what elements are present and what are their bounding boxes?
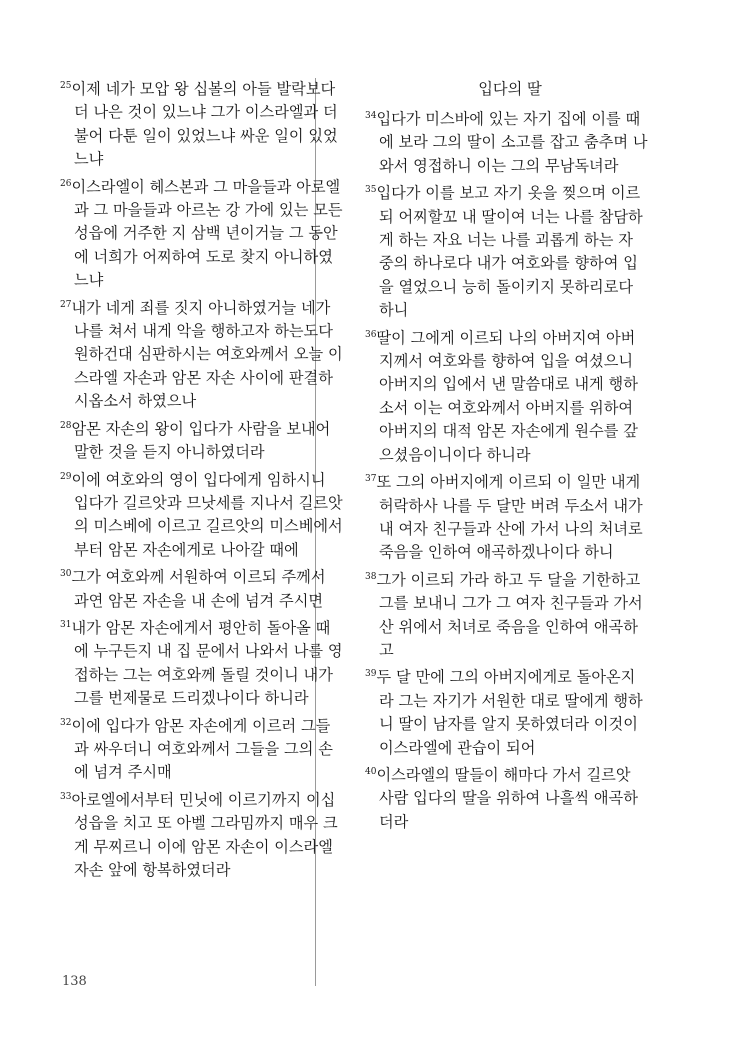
verse-line — [60, 222, 350, 245]
verse-text: 이에 입다가 암몬 자손에게 이르러 그들 — [71, 716, 331, 735]
verse-number: 25 — [60, 80, 72, 91]
verse-text: 자손 앞에 항복하였더라 — [74, 861, 231, 879]
verse — [365, 327, 655, 467]
verse-text: 이스라엘이 헤스본과 그 마을들과 아로엘 — [71, 177, 341, 196]
verse-text: 니 딸이 남자를 알지 못하였더라 이것이 — [379, 715, 638, 734]
verse-number: 29 — [60, 471, 72, 482]
verse-text: 죽음을 인하여 애곡하겠나이다 하니 — [379, 543, 614, 562]
verse-line — [365, 229, 655, 252]
verse-line — [60, 246, 350, 269]
verse-line — [60, 617, 350, 640]
verse-line — [365, 811, 655, 834]
verse-text: 시옵소서 하였으나 — [74, 392, 197, 411]
verse-line — [365, 299, 655, 322]
verse — [60, 418, 350, 465]
verse-line — [60, 78, 350, 101]
verse-text: 지께서 여호와를 향하여 입을 여셨으니 — [379, 352, 634, 371]
verse-number: 33 — [60, 791, 72, 802]
verse — [365, 666, 655, 760]
verse — [60, 176, 350, 293]
verse-text: 그를 번제물로 드리겠나이다 하니라 — [74, 689, 309, 708]
verse-line — [365, 155, 655, 178]
verse-line — [365, 131, 655, 154]
verse-text: 또 그의 아버지에게 이르되 이 일만 내게 — [376, 473, 641, 492]
verse-line — [365, 592, 655, 615]
verse — [60, 715, 350, 785]
verse-text: 으셨음이니이다 하니라 — [379, 445, 531, 464]
verse-text: 암몬 자손의 왕이 입다가 사람을 보내어 — [71, 419, 331, 438]
verse — [365, 108, 655, 178]
verse-line — [60, 664, 350, 687]
verse-text: 입다가 이를 보고 자기 옷을 찢으며 이르 — [376, 184, 641, 203]
verse-text: 느냐 — [74, 150, 104, 169]
verse-number: 32 — [60, 717, 72, 728]
verse-text: 허락하사 나를 두 달만 버려 두소서 내가 — [379, 496, 643, 515]
verse-line — [60, 125, 350, 148]
verse-line — [60, 789, 350, 812]
verse-text: 두 달 만에 그의 아버지에게로 돌아온지 — [376, 668, 636, 687]
verse-text: 나를 쳐서 내게 악을 행하고자 하는도다 — [74, 322, 333, 341]
verse-number: 37 — [365, 474, 377, 485]
verse-line — [365, 444, 655, 467]
verse-text: 게 하는 자요 너는 나를 괴롭게 하는 자 — [379, 231, 633, 250]
verse-text: 과 그 마을들과 아르논 강 가에 있는 모든 — [74, 201, 343, 220]
verse-text: 에 넘겨 주시매 — [74, 763, 172, 782]
verse-text: 산 위에서 처녀로 죽음을 인하여 애곡하 — [379, 617, 638, 636]
verse-number: 36 — [365, 329, 377, 340]
verse — [60, 789, 350, 883]
verse-line — [365, 182, 655, 205]
verse-line — [60, 590, 350, 613]
verse-text: 중의 하나로다 내가 여호와를 향하여 입 — [379, 254, 638, 273]
verse-line — [365, 639, 655, 662]
verse — [365, 764, 655, 834]
verse-line — [60, 761, 350, 784]
verse-text: 성읍을 치고 또 아벨 그라밈까지 매우 크 — [74, 814, 338, 833]
verse-text: 스라엘 자손과 암몬 자손 사이에 판결하 — [74, 368, 333, 387]
verse-text: 더라 — [379, 812, 409, 831]
verse-line — [60, 566, 350, 589]
verse-text: 접하는 그는 여호와께 돌릴 것이니 내가 — [74, 665, 333, 684]
verse — [60, 297, 350, 414]
verse-text: 소서 이는 여호와께서 아버지를 위하여 — [379, 398, 634, 417]
verse-line — [60, 492, 350, 515]
verse-line — [365, 616, 655, 639]
verse-line — [60, 390, 350, 413]
verse-text: 성읍에 거주한 지 삼백 년이거늘 그 동안 — [74, 224, 338, 243]
verse-text: 이제 네가 모압 왕 십볼의 아들 발락보다 — [71, 80, 336, 98]
verse-line — [60, 687, 350, 710]
verse-text: 말한 것을 듣지 아니하였더라 — [74, 443, 265, 462]
verse-text: 아로엘에서부터 민닛에 이르기까지 이십 — [71, 790, 336, 809]
verse-text: 이스라엘의 딸들이 해마다 가서 길르앗 — [376, 765, 631, 784]
verse-line — [60, 418, 350, 441]
verse-text: 하니 — [379, 301, 409, 320]
verse-text: 사람 입다의 딸을 위하여 나흘씩 애곡하 — [379, 789, 638, 808]
verse-line — [60, 297, 350, 320]
verse-line — [60, 812, 350, 835]
verse-text: 과연 암몬 자손을 내 손에 넘겨 주시면 — [74, 591, 324, 610]
verse-line — [365, 737, 655, 760]
verse-line — [365, 252, 655, 275]
verse-text: 고 — [379, 640, 394, 659]
verse — [365, 471, 655, 565]
verse-line — [365, 495, 655, 518]
verse-number: 26 — [60, 178, 72, 189]
verse-text: 더 나은 것이 있느냐 그가 이스라엘과 더 — [74, 103, 338, 122]
verse-number: 31 — [60, 619, 72, 630]
verse-line — [60, 343, 350, 366]
verse-text: 내가 네게 죄를 짓지 아니하였거늘 네가 — [71, 298, 331, 317]
verse-text: 아버지의 대적 암몬 자손에게 원수를 갚 — [379, 422, 638, 441]
verse-line — [365, 666, 655, 689]
verse-line — [60, 859, 350, 882]
verse-text: 라 그는 자기가 서원한 대로 딸에게 행하 — [379, 691, 643, 710]
verse-text: 되 어찌할꼬 내 딸이여 너는 나를 참담하 — [379, 207, 643, 226]
verse-text: 그를 보내니 그가 그 여자 친구들과 가서 — [379, 594, 643, 613]
verse — [60, 469, 350, 563]
verse-line — [365, 206, 655, 229]
verse — [60, 566, 350, 613]
verse-text: 불어 다툰 일이 있었느냐 싸운 일이 있었 — [74, 126, 338, 145]
verse-number: 38 — [365, 571, 377, 582]
verse-line — [365, 541, 655, 564]
verse-line — [60, 101, 350, 124]
verse-line — [365, 276, 655, 299]
verse-line — [60, 320, 350, 343]
verse-line — [60, 715, 350, 738]
verse-line — [60, 640, 350, 663]
verse-line — [60, 469, 350, 492]
verse-text: 과 싸우더니 여호와께서 그들을 그의 손 — [74, 739, 333, 758]
verse-text: 에 누구든지 내 집 문에서 나와서 나를 영 — [74, 642, 343, 661]
verse-text: 의 미스베에 이르고 길르앗의 미스베에서 — [74, 517, 343, 536]
verse-line — [60, 738, 350, 761]
verse-line — [365, 518, 655, 541]
verse-text: 아버지의 입에서 낸 말씀대로 내게 행하 — [379, 375, 638, 394]
verse-text: 느냐 — [74, 271, 104, 290]
verse-number: 27 — [60, 299, 72, 310]
verse-number: 30 — [60, 569, 72, 580]
verse-line — [365, 764, 655, 787]
verse-line — [60, 269, 350, 292]
verse-line — [60, 199, 350, 222]
verse-number: 34 — [365, 110, 377, 121]
verse-line — [365, 327, 655, 350]
verse-line — [365, 569, 655, 592]
verse-line — [365, 108, 655, 131]
verse-number: 35 — [365, 185, 377, 196]
verse — [365, 569, 655, 663]
verse-line — [60, 539, 350, 562]
verse-text: 딸이 그에게 이르되 나의 아버지여 아버 — [376, 328, 636, 347]
verse-text: 원하건대 심판하시는 여호와께서 오늘 이 — [74, 345, 343, 364]
verse-line — [60, 176, 350, 199]
verse-text: 입다가 미스바에 있는 자기 집에 이를 때 — [376, 110, 641, 128]
verse — [60, 617, 350, 711]
verse-line — [365, 787, 655, 810]
verse-text: 이에 여호와의 영이 입다에게 임하시니 — [71, 470, 326, 489]
verse-line — [365, 471, 655, 494]
verse-line — [60, 515, 350, 538]
section-heading: 입다의 딸 — [478, 80, 542, 98]
verse-text: 내 여자 친구들과 산에 가서 나의 처녀로 — [379, 519, 643, 538]
verse-line — [365, 373, 655, 396]
verse-text: 부터 암몬 자손에게로 나아갈 때에 — [74, 540, 299, 559]
page-number: 138 — [62, 974, 87, 989]
verse-number: 39 — [365, 669, 377, 680]
verse — [60, 78, 350, 172]
verse-text: 이스라엘에 관습이 되어 — [379, 738, 536, 757]
right-column — [365, 80, 655, 838]
left-column — [60, 78, 350, 886]
verse-text: 게 무찌르니 이에 암몬 자손이 이스라엘 — [74, 837, 333, 856]
verse-text: 그가 여호와께 서원하여 이르되 주께서 — [71, 568, 326, 587]
verse-line — [365, 350, 655, 373]
verse-line — [60, 441, 350, 464]
verse-line — [60, 367, 350, 390]
verse-line — [365, 397, 655, 420]
verse-text: 입다가 길르앗과 므낫세를 지나서 길르앗 — [74, 493, 343, 512]
verse-line — [365, 420, 655, 443]
verse-line — [365, 690, 655, 713]
verse-text: 에 보라 그의 딸이 소고를 잡고 춤추며 나 — [379, 133, 648, 152]
verse — [365, 182, 655, 322]
verse-text: 에 너희가 어찌하여 도로 찾지 아니하였 — [74, 247, 333, 266]
verse-number: 28 — [60, 420, 72, 431]
verse-number: 40 — [365, 766, 377, 777]
verse-text: 그가 이르되 가라 하고 두 달을 기한하고 — [376, 570, 641, 589]
verse-line — [365, 713, 655, 736]
verse-text: 와서 영접하니 이는 그의 무남독녀라 — [379, 156, 619, 175]
verse-text: 내가 암몬 자손에게서 평안히 돌아올 때 — [71, 618, 331, 637]
verse-line — [60, 148, 350, 171]
verse-text: 을 열었으니 능히 돌이키지 못하리로다 — [379, 277, 634, 296]
verse-line — [60, 836, 350, 859]
